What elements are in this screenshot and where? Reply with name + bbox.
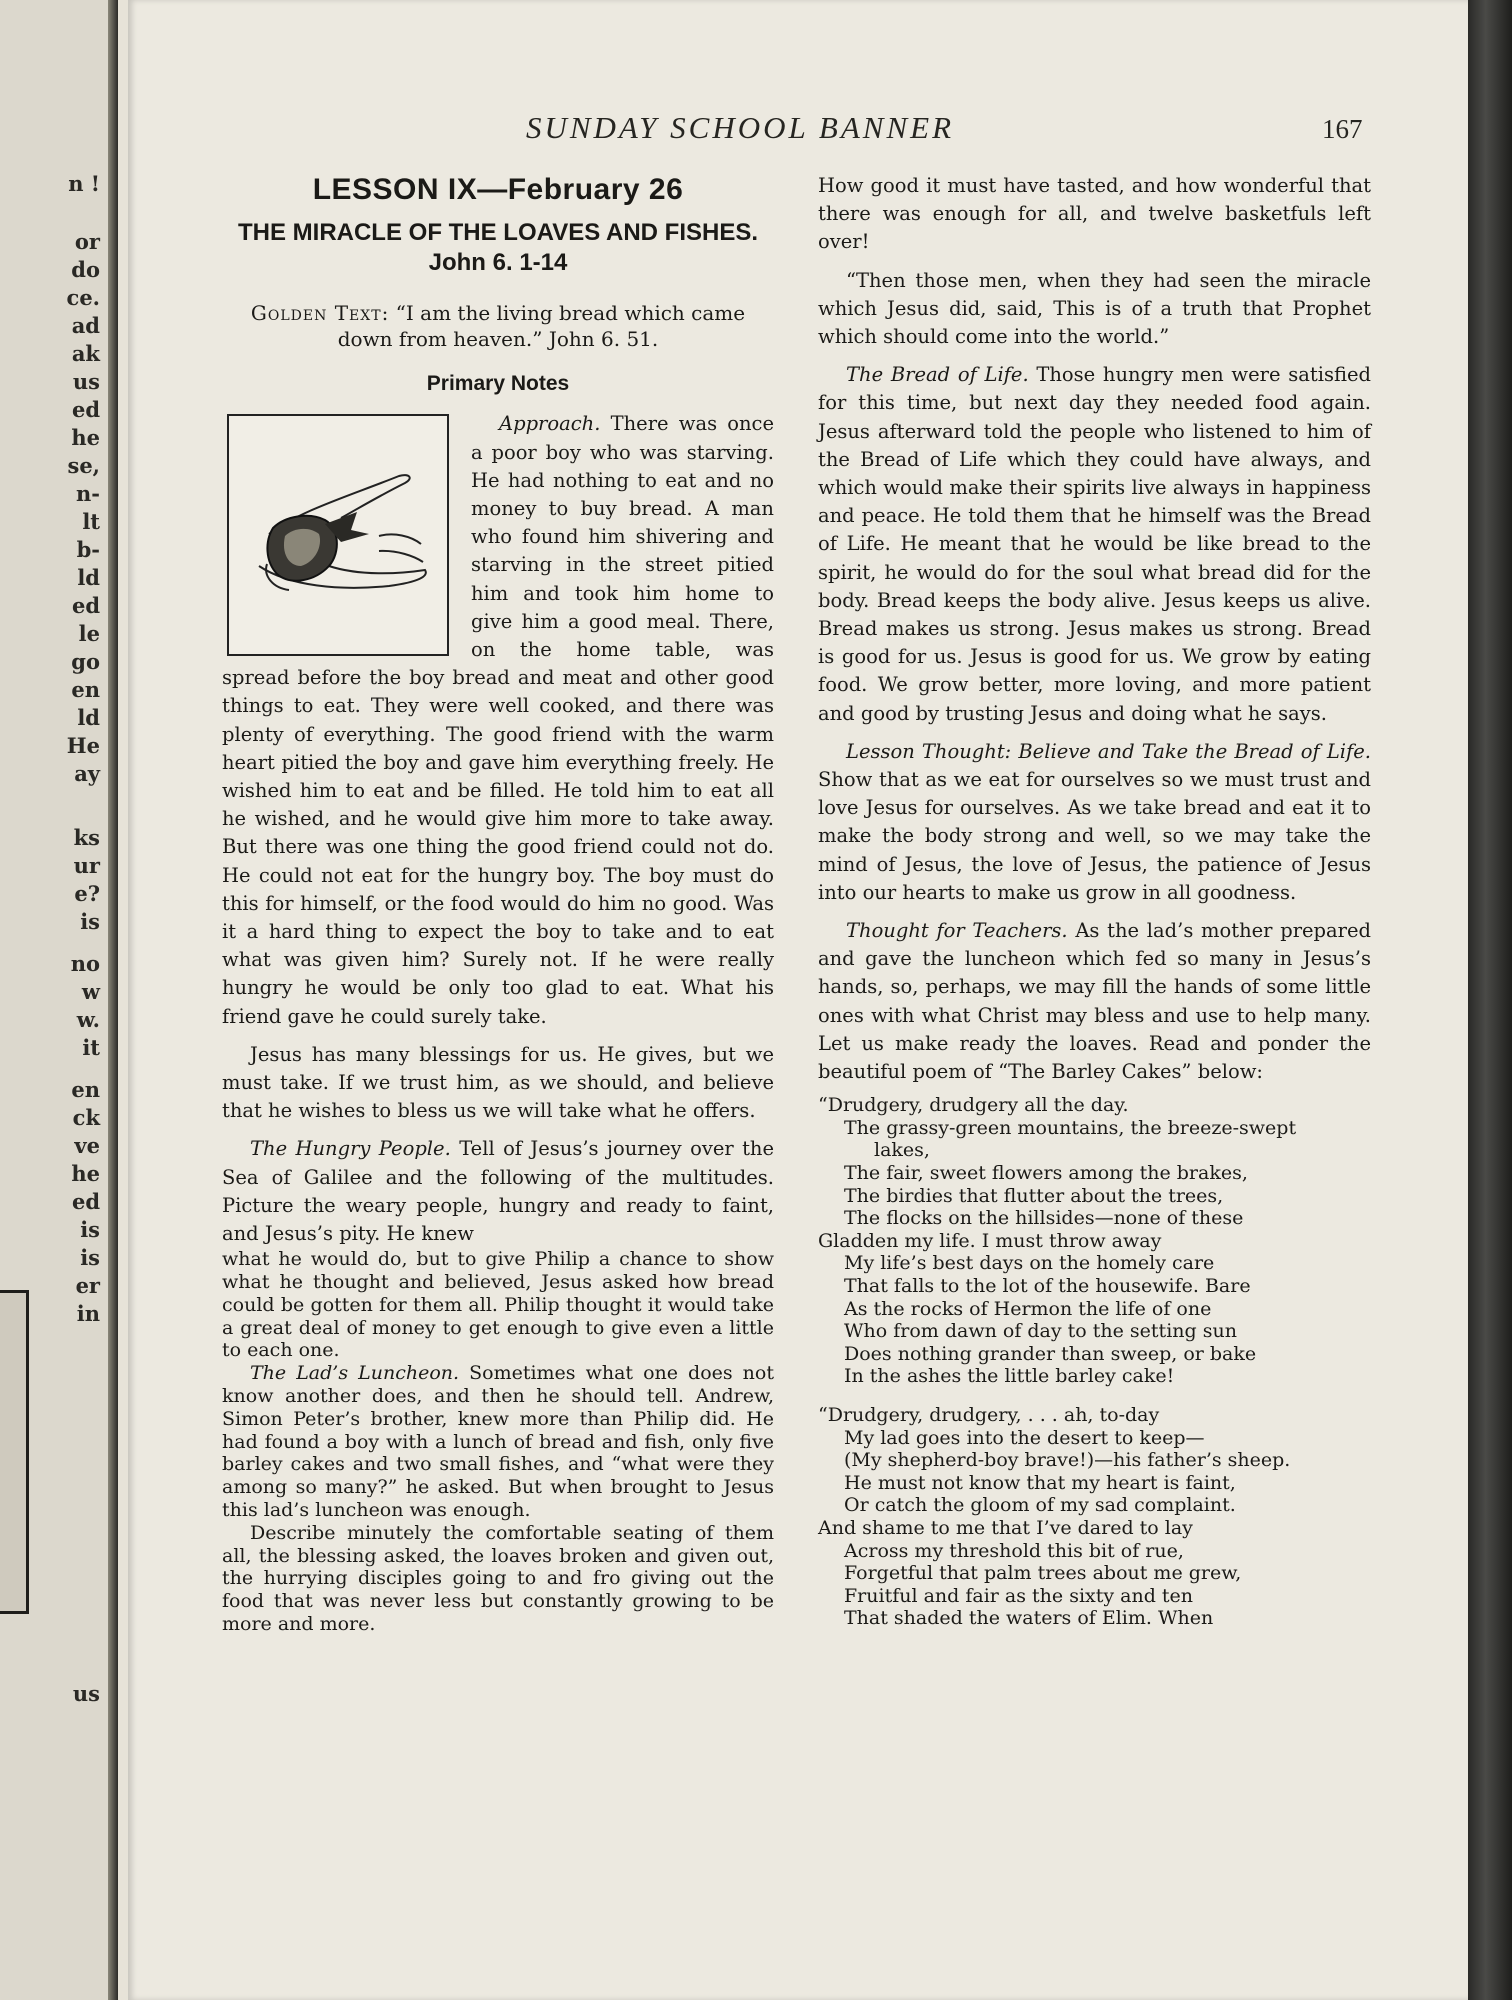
facing-page-fragment: is xyxy=(80,909,100,934)
paragraph-lads-luncheon xyxy=(222,1362,774,1522)
paragraph-hungry-people xyxy=(222,1135,774,1248)
facing-page-fragment: he xyxy=(71,425,100,450)
poem-line: Who from dawn of day to the setting sun xyxy=(844,1320,1237,1343)
poem-line: Or catch the gloom of my sad complaint. xyxy=(844,1494,1236,1517)
poem-line: “Drudgery, drudgery all the day. xyxy=(818,1094,1129,1117)
poem-line: And shame to me that I’ve dared to lay xyxy=(818,1516,1193,1539)
facing-page-fragment: it xyxy=(82,1035,100,1060)
run-in-heading-approach: Approach. xyxy=(499,412,601,436)
facing-page-fragment: ed xyxy=(71,397,100,422)
facing-page-edge xyxy=(0,0,118,2000)
right-column xyxy=(818,172,1371,1630)
facing-page-fragment: b- xyxy=(76,537,100,562)
stanza-break xyxy=(818,1388,1371,1404)
poem-line: That falls to the lot of the housewife. Bare xyxy=(844,1275,1251,1298)
facing-page-fragment: He xyxy=(66,733,100,758)
facing-page-fragment: e? xyxy=(74,881,100,906)
facing-page-fragment: ld xyxy=(77,705,100,730)
facing-page-fragment: go xyxy=(71,649,100,674)
poem-line: In the ashes the little barley cake! xyxy=(844,1365,1175,1388)
run-in-heading-thought-for-teachers: Thought for Teachers. xyxy=(846,919,1068,943)
golden-text-label: Golden Text: xyxy=(250,301,390,326)
facing-page-fragment: ks xyxy=(73,825,100,850)
golden-text-quote: “I am the living bread which came down from heaven.” John 6. 51. xyxy=(337,301,746,352)
facing-page-fragment: ed xyxy=(71,1189,100,1214)
left-column xyxy=(222,172,774,1636)
facing-page-fragment: ad xyxy=(71,313,100,338)
run-in-heading-bread-of-life: The Bread of Life. xyxy=(846,363,1029,387)
golden-text xyxy=(242,300,754,352)
paragraph-hungry-people-continued: what he would do, but to give Philip a chance to show what he thought and believed, Jesus asked how bread could be gotten for them all. Philip thought it would take a great deal of money to get enough to give even a little to each one. xyxy=(222,1248,774,1362)
facing-page-fragment: is xyxy=(80,1217,100,1242)
poem-line: Gladden my life. I must throw away xyxy=(818,1229,1162,1252)
book-cover-edge xyxy=(1468,0,1512,2000)
paragraph-describe-seating: Describe minutely the comfortable seating of them all, the blessing asked, the loaves broken and given out, the hurrying disciples going to and fro giving out the food that was never less but constantly growing to be more and more. xyxy=(222,1521,774,1636)
facing-page-fragment: en xyxy=(71,1077,100,1102)
run-in-heading-hungry-people: The Hungry People. xyxy=(250,1137,451,1161)
run-in-heading-lesson-thought: Lesson Thought: Believe and Take the Bread of Life. xyxy=(846,739,1371,763)
paragraph-lads-luncheon-text: Sometimes what one does not know another does, and then he should tell. Andrew, Simon Peter’s brother, knew more than Philip did. He had found a boy with a lunch of bread and fish, only five barley cakes and two small fishes, and “what were they among so many?” he asked. But when brought to Jesus this lad’s luncheon was enough. xyxy=(222,1362,774,1522)
paragraph-hungry-people-text: Tell of Jesus’s journey over the Sea of Galilee and the following of the multitudes. Picture the weary people, hungry and ready to faint, and Jesus’s pity. He knew xyxy=(222,1137,775,1246)
poem-line: (My shepherd-boy brave!)—his father’s sheep. xyxy=(844,1449,1291,1472)
facing-page-fragment: in xyxy=(76,1301,100,1326)
poem-line: The fair, sweet flowers among the brakes, xyxy=(844,1162,1248,1185)
poem-barley-cakes xyxy=(818,1094,1371,1630)
paragraph-approach-text: There was once a poor boy who was starving. He had nothing to eat and no money to buy bread. A man who found him shivering and starving in the street pitied him and took him home to give him a good meal. There, on the home table, was spread before the boy bread and meat and other good things to eat. They were well cooked, and there was plenty of everything. The good friend with the warm heart pitied the boy and gave him everything freely. He wished him to eat and be filled. He told him to eat all he wished, and he would give him more to take away. But there was one thing the good friend could not do. He could not eat for the hungry boy. The boy must do this for himself, or the food would do him no good. Was it a hard thing to expect the boy to take and to eat what was given him? Surely not. If he were really hungry he would be only too glad to eat. What his friend gave he could surely take. xyxy=(222,412,775,1028)
binding-gutter xyxy=(108,0,118,2000)
facing-page-fragment: ay xyxy=(74,761,100,786)
facing-page-fragment: en xyxy=(71,677,100,702)
paragraph-scripture-quote: “Then those men, when they had seen the miracle which Jesus did, said, This is of a truth that Prophet which should come into the world.” xyxy=(818,268,1371,349)
facing-page-fragment: w. xyxy=(76,1007,100,1032)
paragraph-bread-of-life xyxy=(818,361,1371,728)
facing-page-fragment: us xyxy=(72,369,100,394)
poem-line: My lad goes into the desert to keep— xyxy=(844,1426,1205,1449)
hands-fish-icon xyxy=(229,416,447,654)
section-heading: Primary Notes xyxy=(426,372,570,396)
running-head: SUNDAY SCHOOL BANNER xyxy=(525,110,955,145)
paragraph-thought-for-teachers xyxy=(818,917,1371,1086)
facing-page-fragment: ld xyxy=(77,565,100,590)
facing-page-fragment: n ! xyxy=(68,171,100,196)
run-in-heading-lads-luncheon: The Lad’s Luncheon. xyxy=(250,1362,460,1385)
paragraph-how-good: How good it must have tasted, and how wonderful that there was enough for all, and twelve basketfuls left over! xyxy=(818,174,1371,254)
poem-line: My life’s best days on the homely care xyxy=(844,1252,1215,1275)
facing-page-fragment: ur xyxy=(73,853,100,878)
paragraph-lesson-thought xyxy=(818,738,1371,907)
poem-line: “Drudgery, drudgery, . . . ah, to-day xyxy=(818,1404,1160,1427)
poem-line: He must not know that my heart is faint, xyxy=(844,1471,1236,1494)
facing-page-fragment: w xyxy=(81,979,100,1004)
facing-page-fragment: do xyxy=(71,257,100,282)
poem-line: That shaded the waters of Elim. When xyxy=(844,1607,1214,1630)
paragraph-thought-for-teachers-text: As the lad’s mother prepared and gave the luncheon which fed so many in Jesus’s hands, so, perhaps, we may fill the hands of some little ones with what Christ may bless and use to help many. Let us make ready the loaves. Read and ponder the beautiful poem of “The Barley Cakes” below: xyxy=(818,919,1372,1084)
paragraph-bread-of-life-text: Those hungry men were satisfied for this time, but next day they needed food again. Jesus afterward told the people who listened to him of the Bread of Life which they could have always, and which would make their spirits live always in happiness and peace. He told them that he himself was the Bread of Life. He meant that he would be like bread to the spirit, he would do for the soul what bread did for the body. Bread keeps the body alive. Jesus keeps us alive. Bread makes us strong. Jesus makes us strong. Bread is good for us. Jesus is good for us. We grow by eating food. We grow better, more loving, and more patient and good by trusting Jesus and doing what he says. xyxy=(818,363,1371,725)
facing-page-fragment: he xyxy=(71,1161,100,1186)
facing-page-fragment: le xyxy=(78,621,100,646)
poem-line: lakes, xyxy=(874,1139,930,1162)
facing-page-fragment: se, xyxy=(67,453,100,478)
facing-page-fragment: no xyxy=(70,951,100,976)
page-number: 167 xyxy=(1322,114,1363,144)
paragraph-blessings: Jesus has many blessings for us. He gives, but we must take. If we trust him, as we should, and believe that he wishes to bless us we will take what he offers. xyxy=(222,1042,774,1123)
lesson-title: LESSON IX—February 26 xyxy=(312,173,684,206)
poem-line: The flocks on the hillsides—none of these xyxy=(844,1207,1244,1230)
facing-page-fragment: us xyxy=(72,1681,100,1706)
facing-page-box-border xyxy=(0,1290,29,1614)
poem-line: Across my threshold this bit of rue, xyxy=(844,1539,1184,1562)
facing-page-fragment: ed xyxy=(71,593,100,618)
facing-page-fragment: ce. xyxy=(66,285,100,310)
poem-line: As the rocks of Hermon the life of one xyxy=(844,1297,1212,1320)
facing-page-fragment: or xyxy=(74,229,100,254)
poem-line: The birdies that flutter about the trees, xyxy=(844,1184,1224,1207)
poem-line: Forgetful that palm trees about me grew, xyxy=(844,1562,1242,1585)
poem-line: The grassy-green mountains, the breeze-swept xyxy=(844,1116,1297,1139)
facing-page-fragment: n- xyxy=(76,481,100,506)
facing-page-fragment: is xyxy=(80,1245,100,1270)
poem-line: Does nothing grander than sweep, or bake xyxy=(844,1342,1257,1365)
hands-with-fish-illustration xyxy=(227,414,449,656)
lesson-subtitle: THE MIRACLE OF THE LOAVES AND FISHES. John 6. 1-14 xyxy=(237,219,759,277)
facing-page-fragment: ve xyxy=(74,1133,100,1158)
facing-page-fragment: ck xyxy=(72,1105,100,1130)
facing-page-fragment: ak xyxy=(71,341,100,366)
facing-page-fragment: lt xyxy=(82,509,100,534)
poem-line: Fruitful and fair as the sixty and ten xyxy=(844,1584,1194,1607)
paragraph-lesson-thought-text: Show that as we eat for ourselves so we must trust and love Jesus for ourselves. As we take bread and eat it to make the body strong and well, so we may take the mind of Jesus, the love of Jesus, the patience of Jesus into our hearts to make us grow in all goodness. xyxy=(818,768,1371,904)
facing-page-fragment: er xyxy=(75,1273,100,1298)
